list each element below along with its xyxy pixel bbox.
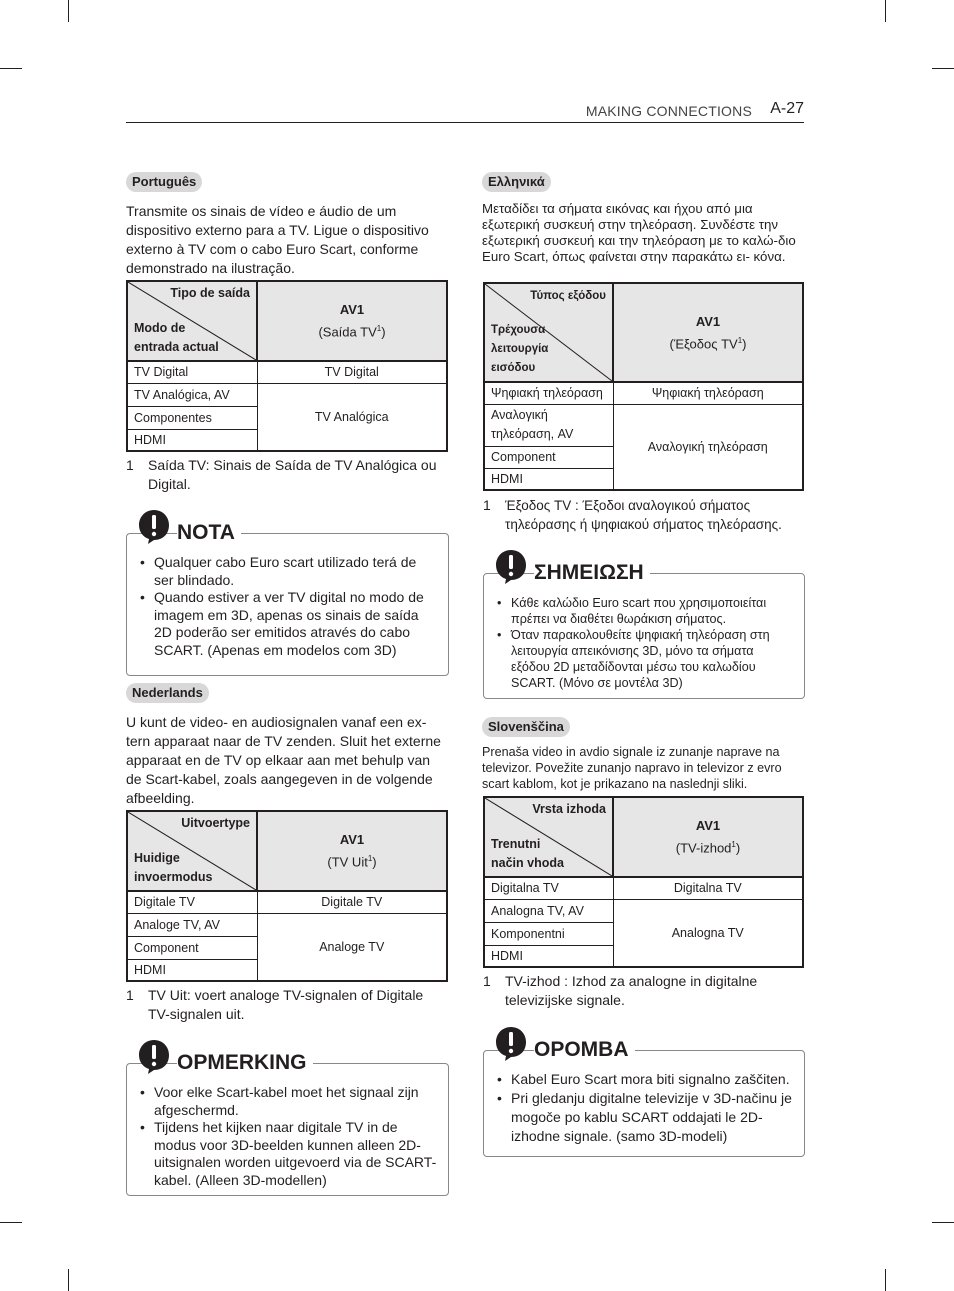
av1-label: AV1 [339, 302, 365, 318]
table-row-label: TV Analógica, AV [127, 383, 257, 406]
diagonal-header-cell [127, 281, 257, 361]
table-row-label: HDMI [484, 945, 613, 967]
intro-sl: Prenaša video in avdio signale iz zunanje naprave na televizor. Povežite zunanjo napravo in televizor z evro scart kablom, kot je prikazano na naslednji sliki. [482, 745, 782, 791]
note-item: • Quando estiver a ver TV digital no modo de imagem em 3D, apenas os sinais de saída 2D poderão ser emitidos através do cabo SCART. (Apenas em modelos com 3D) [137, 589, 437, 659]
table-cell-output: TV Analógica [257, 383, 447, 451]
crop-mark [932, 1222, 954, 1223]
av1-sub-label: (TV-izhod [675, 840, 732, 856]
warning-icon [496, 1027, 526, 1061]
language-label-pt: Português [126, 172, 202, 192]
table-row-label: Component [127, 936, 257, 959]
diagonal-header-cell [484, 797, 613, 877]
language-label-nl: Nederlands [126, 683, 209, 703]
table-cell-output: Analogna TV [613, 899, 803, 967]
table-row-label: Componentes [127, 406, 257, 429]
note-item: • Tijdens het kijken naar digitale TV in de modus voor 3D-beelden kunnen alleen 2D-uitsignalen worden uitgevoerd via de SCART-kabel. (Alleen 3D-modellen) [137, 1119, 437, 1189]
table-cell-output: Analoge TV [257, 913, 447, 981]
av1-label: AV1 [695, 313, 721, 329]
output-type-label: Uitvoertype [181, 816, 250, 830]
av1-header: AV1 (TV-izhod$^1$) [613, 797, 803, 877]
note-list [137, 1084, 437, 1189]
footnote-number: 1 [126, 987, 134, 1003]
av1-header: AV1 (TV Uit$^1$) [257, 811, 447, 891]
av-table-el [483, 282, 804, 491]
table-row-label: HDMI [484, 468, 613, 490]
input-mode-label: Modo de entrada actual [134, 321, 219, 354]
output-type-label: Tipo de saída [170, 286, 250, 300]
input-mode-label: Τρέχουσα λειτουργία εισόδου [491, 324, 549, 374]
table-row-label: Digitale TV [127, 891, 257, 913]
footnote-text: Έξοδος TV : Έξοδοι αναλογικού σήματος τηλεόρασης ή ψηφιακού σήματος τηλεόρασης. [505, 498, 782, 532]
footnote-ref: 1 [737, 335, 743, 345]
footnote-number: 1 [483, 497, 491, 513]
note-title: OPMERKING [177, 1051, 313, 1075]
diagonal-header-cell [484, 283, 613, 382]
av1-sub-label: (Έξοδος TV [669, 336, 738, 352]
table-row-label: Αναλογική τηλεόραση, AV [484, 404, 613, 446]
intro-nl: U kunt de video- en audiosignalen vanaf een ex-tern apparaat naar de TV zenden. Sluit het externe apparaat en de TV op elkaar aan met behulp van de Scart-kabel, zoals aangegeven in de volgende afbeelding. [126, 714, 441, 806]
table-row-label: Component [484, 446, 613, 468]
footnote-ref: 1 [376, 324, 382, 334]
output-type-label: Vrsta izhoda [532, 802, 606, 816]
footnote-ref: 1 [367, 854, 373, 864]
footnote-sl [483, 972, 805, 1012]
warning-icon [496, 550, 526, 584]
output-type-label: Τύπος εξόδου [530, 290, 606, 302]
section-title: MAKING CONNECTIONS [585, 103, 752, 119]
crop-mark [68, 1269, 69, 1291]
note-box-sl [483, 1038, 805, 1157]
av-table-pt [126, 280, 448, 452]
footnote-text: TV-izhod : Izhod za analogne in digitalne televizijske signale. [505, 973, 758, 1008]
table-row-label: Ψηφιακή τηλεόραση [484, 382, 613, 404]
note-title: ΣΗΜΕΙΩΣΗ [534, 561, 650, 585]
note-item: • Pri gledanju digitalne televizije v 3D-načinu je mogoče po kablu SCART oddajati le 2D-izhodne signale. (samo 3D-modeli) [494, 1089, 794, 1146]
footnote-text: Saída TV: Sinais de Saída de TV Analógica ou Digital. [148, 457, 437, 492]
footnote-number: 1 [126, 457, 134, 473]
footnote-ref: 1 [731, 840, 736, 850]
intro-el: Μεταδίδει τα σήματα εικόνας και ήχου από μια εξωτερική συσκευή στην τηλεόραση. Συνδέστε την εξωτερική συσκευή και την τηλεόραση με το καλώ-διο Euro Scart, όπως φαίνεται στην παρακάτω ει- κόνα. [482, 201, 796, 264]
intro-pt: Transmite os sinais de vídeo e áudio de um dispositivo externo para a TV. Ligue o dispositivo externo à TV com o cabo Euro Scart, conforme demonstrado na ilustração. [126, 203, 429, 276]
av1-label: AV1 [339, 832, 365, 848]
note-item: • Κάθε καλώδιο Euro scart που χρησιμοποιείται πρέπει να διαθέτει θωράκιση σήματος. [494, 595, 784, 627]
note-box-nl [126, 1051, 449, 1196]
crop-mark [885, 1269, 886, 1291]
table-cell-output: TV Digital [257, 361, 447, 383]
page-header [126, 100, 804, 123]
note-title: OPOMBA [534, 1038, 635, 1062]
input-mode-label: Trenutni način vhoda [491, 837, 564, 870]
crop-mark [68, 0, 69, 22]
av1-sub-label: (Saída TV [318, 324, 377, 340]
note-box-el [483, 561, 805, 699]
diagonal-header-cell [127, 811, 257, 891]
warning-icon [139, 1040, 169, 1074]
note-item: • Qualquer cabo Euro scart utilizado terá de ser blindado. [137, 554, 437, 589]
table-row-label: HDMI [127, 959, 257, 981]
footnote-number: 1 [483, 973, 491, 989]
table-row-label: Komponentni [484, 922, 613, 945]
table-row-label: Digitalna TV [484, 877, 613, 899]
note-item: • Voor elke Scart-kabel moet het signaal zijn afgeschermd. [137, 1084, 437, 1119]
note-box-pt [126, 521, 449, 676]
note-item: • Kabel Euro Scart mora biti signalno zaščiten. [494, 1070, 794, 1089]
crop-mark [932, 68, 954, 69]
crop-mark [885, 0, 886, 22]
warning-icon [139, 510, 169, 544]
footnote-el [483, 496, 805, 536]
crop-mark [0, 1222, 22, 1223]
table-cell-output: Ψηφιακή τηλεόραση [613, 382, 803, 404]
table-row-label: Analogna TV, AV [484, 899, 613, 922]
page-number: A-27 [770, 100, 804, 117]
table-cell-output: Digitalna TV [613, 877, 803, 899]
note-item: • Όταν παρακολουθείτε ψηφιακή τηλεόραση στη λειτουργία απεικόνισης 3D, μόνο τα σήματα εξόδου 2D μεταδίδονται μέσω του καλωδίου SCART. (Μόνο σε μοντέλα 3D) [494, 627, 784, 691]
table-row-label: Analoge TV, AV [127, 913, 257, 936]
table-row-label: TV Digital [127, 361, 257, 383]
footnote-nl [126, 986, 448, 1026]
note-list [494, 595, 784, 691]
language-label-el: Ελληνικά [482, 172, 551, 192]
av-table-sl [483, 796, 804, 968]
av-table-nl [126, 810, 448, 982]
language-label-sl: Slovenščina [482, 717, 570, 737]
note-title: NOTA [177, 521, 241, 545]
table-cell-output: Digitale TV [257, 891, 447, 913]
av1-header: AV1 (Έξοδος $TV^1$) [613, 283, 803, 382]
table-row-label: HDMI [127, 429, 257, 451]
note-list [494, 1070, 794, 1146]
note-list [137, 554, 437, 659]
input-mode-label: Huidige invoermodus [134, 851, 213, 884]
av1-sub-label: (TV Uit [327, 854, 368, 870]
footnote-text: TV Uit: voert analoge TV-signalen of Digitale TV-signalen uit. [148, 987, 424, 1022]
table-cell-output: Αναλογική τηλεόραση [613, 404, 803, 490]
av1-header: AV1 (Saída $TV^1$) [257, 281, 447, 361]
av1-label: AV1 [695, 818, 721, 834]
crop-mark [0, 68, 22, 69]
footnote-pt [126, 456, 448, 496]
